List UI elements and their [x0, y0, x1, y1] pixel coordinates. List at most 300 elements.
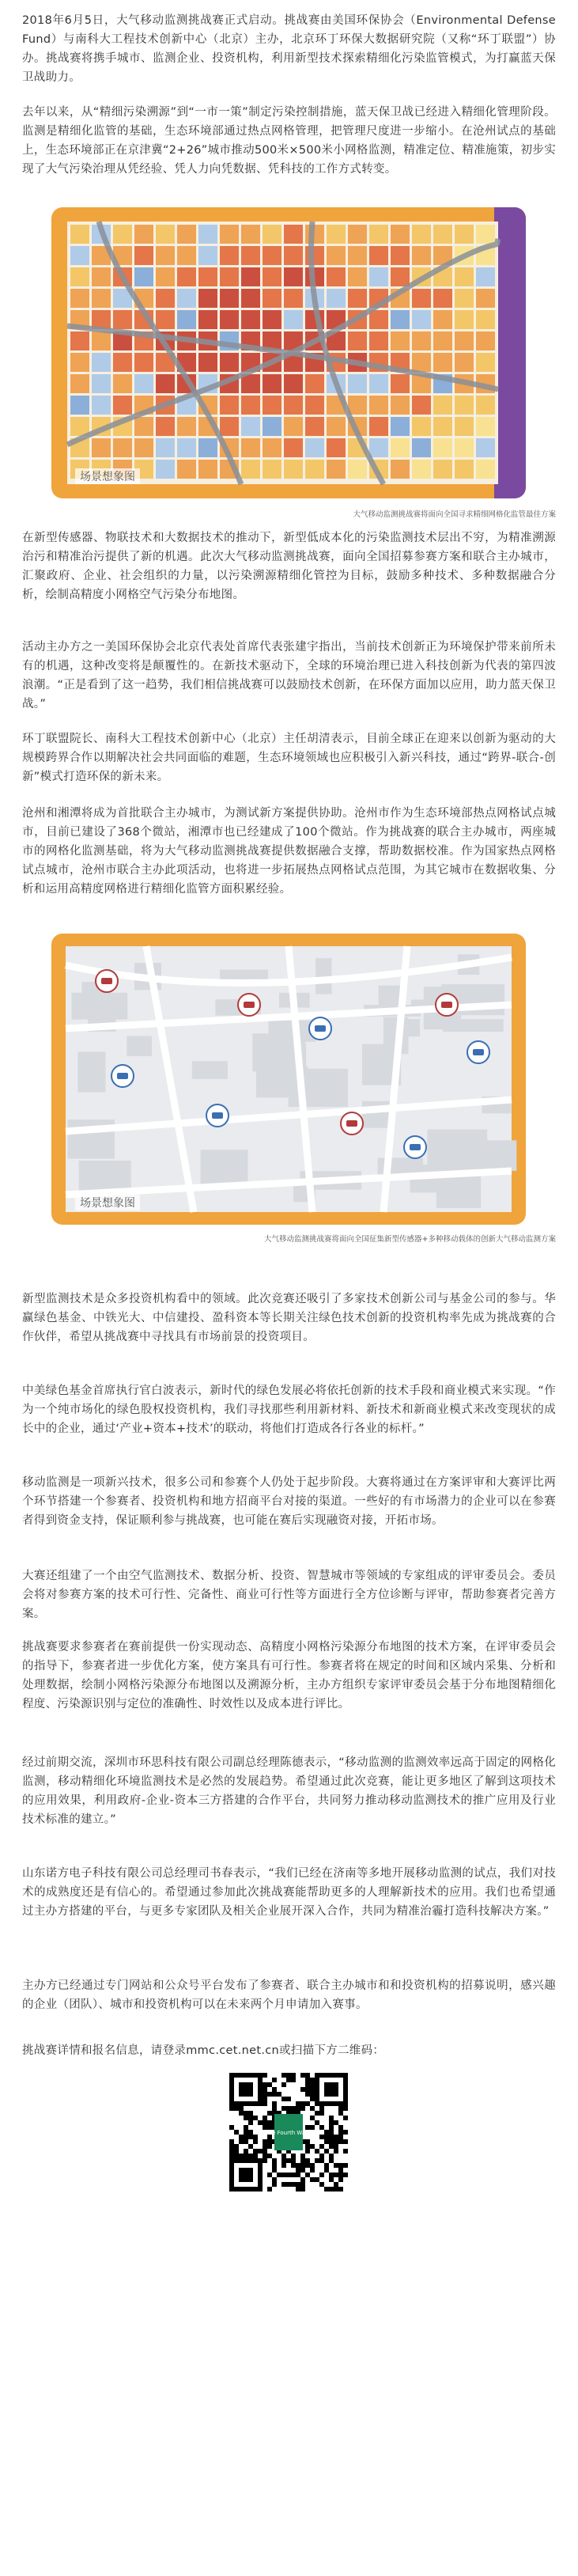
- qr-module: [277, 2092, 281, 2097]
- heat-cell: [156, 460, 175, 479]
- qr-module: [324, 2139, 329, 2144]
- heat-cell: [198, 246, 217, 265]
- heat-cell: [113, 396, 132, 415]
- qr-module: [267, 2173, 272, 2177]
- heat-cell: [134, 374, 153, 393]
- qr-module: [272, 2087, 277, 2092]
- heat-cell: [412, 417, 431, 436]
- vehicle-body: [315, 1025, 326, 1032]
- heat-cell: [134, 225, 153, 244]
- city-block: [77, 1051, 105, 1092]
- heat-cell: [134, 246, 153, 265]
- paragraph-background: 去年以来，从“精细污染溯源”到“一市一策”制定污染控制措施，蓝天保卫战已经进入精细化管理阶段。监测是精细化监管的基础，生态环境部通过热点网格管理，把管理尺度进一步缩小。在沧州试点的基础上，生态环境部正在京津冀“2+26”城市推动500米×500米小网格监测，精准定位、精准施策，初步实现了大气污染治理从凭经验、凭人力向凭数据、凭科技的工作方式转变。: [22, 106, 556, 176]
- heat-cell: [433, 460, 452, 479]
- qr-module: [258, 2120, 263, 2125]
- heat-cell: [433, 225, 452, 244]
- qr-module: [267, 2139, 272, 2144]
- paragraph-quote-chen: 经过前期交流，深圳市环思科技有限公司副总经理陈德表示，“移动监测的监测效率远高于固定的网格化监测，移动精细化环境监测技术是必然的发展趋势。希望通过此次竞赛，能让更多地区了解到这项技术的应用效果，利用政府-企业-资本三方搭建的合作平台，共同努力推动移动监测技术的推广应用及行业技术标准的建立。”: [22, 1756, 556, 1826]
- heat-cell: [348, 374, 367, 393]
- qr-module: [291, 2078, 296, 2082]
- qr-module: [291, 2163, 296, 2168]
- heat-cell: [348, 225, 367, 244]
- heat-cell: [433, 310, 452, 329]
- vehicle-body: [410, 1144, 421, 1150]
- heat-cell: [241, 438, 260, 457]
- heat-cell: [327, 225, 346, 244]
- qr-module: [343, 2106, 348, 2111]
- qr-module: [324, 2168, 329, 2173]
- paragraph-recruitment: 主办方已经通过专门网站和公众号平台发布了参赛者、联合主办城市和和投资机构的招募说明，感兴趣的企业（团队）、城市和投资机构可以在未来两个月申请加入赛事。: [22, 1979, 556, 2011]
- qr-module: [296, 2182, 300, 2187]
- qr-module: [253, 2149, 258, 2154]
- qr-module: [329, 2173, 334, 2177]
- qr-module: [286, 2173, 291, 2177]
- heat-cell: [327, 438, 346, 457]
- paragraph-platform: 移动监测是一项新兴技术，很多公司和参赛个人仍处于起步阶段。大赛将通过在方案评审和大赛评比两个环节搭建一个参赛者、投资机构和地方招商平台对接的渠道。一些好的有市场潜力的企业可以在参赛者得到资金支持，保证顺利参与挑战赛，也可能在赛后实现融资对接，开拓市场。: [22, 1476, 556, 1527]
- heat-cell: [433, 289, 452, 308]
- qr-module: [338, 2125, 343, 2130]
- heat-cell: [391, 396, 410, 415]
- qr-module: [334, 2144, 338, 2149]
- qr-module: [305, 2073, 310, 2078]
- heat-cell: [70, 353, 89, 372]
- qr-module: [329, 2135, 334, 2139]
- heat-cell: [476, 225, 495, 244]
- vehicle-body: [117, 1073, 128, 1079]
- qr-module: [272, 2101, 277, 2106]
- heat-cell: [263, 225, 281, 244]
- heat-cell: [220, 267, 239, 286]
- qr-module: [334, 2139, 338, 2144]
- heat-cell: [198, 225, 217, 244]
- qr-module: [272, 2092, 277, 2097]
- qr-module: [291, 2154, 296, 2158]
- heat-cell: [156, 289, 175, 308]
- heatmap-image: [51, 207, 526, 498]
- qr-module: [310, 2078, 315, 2082]
- vehicle-body: [441, 1002, 452, 1008]
- heat-cell: [177, 460, 196, 479]
- qr-module: [310, 2168, 315, 2173]
- qr-module: [305, 2144, 310, 2149]
- heat-cell: [455, 460, 474, 479]
- qr-module: [300, 2101, 305, 2106]
- qr-module: [300, 2158, 305, 2163]
- heat-cell: [369, 374, 388, 393]
- qr-module: [300, 2177, 305, 2182]
- heat-cell: [412, 353, 431, 372]
- qr-module: [253, 2116, 258, 2120]
- heat-cell: [177, 225, 196, 244]
- qr-module: [263, 2139, 267, 2144]
- qr-module: [338, 2130, 343, 2135]
- qr-module: [310, 2097, 315, 2101]
- qr-module: [319, 2182, 324, 2187]
- qr-module: [319, 2135, 324, 2139]
- heat-cell: [348, 246, 367, 265]
- qr-module: [234, 2144, 239, 2149]
- qr-module: [329, 2177, 334, 2182]
- heat-cell: [369, 310, 388, 329]
- qr-module: [300, 2087, 305, 2092]
- qr-module: [244, 2116, 248, 2120]
- heat-cell: [177, 417, 196, 436]
- qr-finder-core: [324, 2082, 338, 2097]
- qr-module: [263, 2120, 267, 2125]
- heat-cell: [156, 374, 175, 393]
- qr-module: [291, 2158, 296, 2163]
- heat-cell: [476, 353, 495, 372]
- heat-cell: [284, 310, 303, 329]
- qr-module: [229, 2149, 234, 2154]
- heat-cell: [412, 438, 431, 457]
- heat-cell: [70, 246, 89, 265]
- qr-module: [300, 2168, 305, 2173]
- heat-cell: [263, 417, 281, 436]
- city-block: [127, 1036, 152, 1055]
- qr-module: [300, 2187, 305, 2191]
- qr-module: [329, 2154, 334, 2158]
- vehicle-body: [473, 1049, 484, 1055]
- qr-module: [248, 2130, 253, 2135]
- qr-module: [305, 2092, 310, 2097]
- heat-cell: [156, 267, 175, 286]
- qr-module: [286, 2182, 291, 2187]
- heat-cell: [156, 310, 175, 329]
- qr-module: [310, 2144, 315, 2149]
- qr-module: [296, 2163, 300, 2168]
- qr-module: [334, 2182, 338, 2187]
- qr-module: [329, 2116, 334, 2120]
- heat-cell: [198, 310, 217, 329]
- heat-cell: [177, 246, 196, 265]
- qr-module: [286, 2097, 291, 2101]
- heat-cell: [263, 374, 281, 393]
- heat-cell: [348, 267, 367, 286]
- heat-cell: [70, 374, 89, 393]
- qr-module: [305, 2149, 310, 2154]
- qr-module: [291, 2173, 296, 2177]
- qr-module: [263, 2149, 267, 2154]
- qr-module: [267, 2144, 272, 2149]
- paragraph-committee: 大赛还组建了一个由空气监测技术、数据分析、投资、智慧城市等领域的专家组成的评审委员会。委员会将对参赛方案的技术可行性、完备性、商业可行性等方面进行全方位诊断与评审，帮助参赛者完善方案。: [22, 1570, 556, 1620]
- qr-module: [296, 2101, 300, 2106]
- qr-module: [281, 2173, 286, 2177]
- qr-module: [229, 2154, 234, 2158]
- qr-module: [248, 2154, 253, 2158]
- heat-cell: [156, 225, 175, 244]
- qr-module: [248, 2135, 253, 2139]
- qr-module: [338, 2173, 343, 2177]
- qr-module: [263, 2073, 267, 2078]
- heat-cell: [476, 310, 495, 329]
- heat-cell: [284, 417, 303, 436]
- qr-module: [286, 2158, 291, 2163]
- heat-cell: [113, 374, 132, 393]
- qr-module: [229, 2139, 234, 2144]
- qr-module: [329, 2158, 334, 2163]
- vehicle-body: [101, 978, 112, 984]
- heat-cell: [433, 353, 452, 372]
- heat-cell: [369, 396, 388, 415]
- qr-module: [272, 2182, 277, 2187]
- qr-module: [300, 2163, 305, 2168]
- heat-cell: [305, 246, 324, 265]
- qr-module: [319, 2106, 324, 2111]
- heat-cell: [433, 396, 452, 415]
- qr-module: [319, 2111, 324, 2116]
- heat-cell: [220, 417, 239, 436]
- heat-cell: [177, 438, 196, 457]
- heat-cell: [348, 396, 367, 415]
- heat-cell: [156, 417, 175, 436]
- qr-module: [244, 2139, 248, 2144]
- qr-module: [329, 2139, 334, 2144]
- heat-cell: [476, 267, 495, 286]
- qr-module: [239, 2139, 244, 2144]
- heat-cell: [92, 289, 111, 308]
- heat-cell: [241, 267, 260, 286]
- qr-module: [338, 2163, 343, 2168]
- qr-module: [296, 2187, 300, 2191]
- qr-module: [281, 2106, 286, 2111]
- heat-cell: [391, 246, 410, 265]
- qr-module: [296, 2106, 300, 2111]
- qr-module: [324, 2135, 329, 2139]
- qr-module: [263, 2158, 267, 2163]
- qr-module: [334, 2135, 338, 2139]
- qr-module: [310, 2082, 315, 2087]
- figure-caption: 大气移动监测挑战赛将面向全国征集新型传感器+多种移动载体的创新大气移动监测方案: [264, 1235, 556, 1244]
- paragraph-quote-zhang: 活动主办方之一美国环保协会北京代表处首席代表张建宇指出，当前技术创新正为环境保护带来前所未有的机遇，这种改变将是颠覆性的。在新技术驱动下，全球的环境治理已进入科技创新为代表的第四波浪潮。“正是看到了这一趋势，我们相信挑战赛可以鼓励技术创新，在环保方面加以应用，助力蓝天保卫战。”: [22, 641, 556, 710]
- qr-module: [281, 2082, 286, 2087]
- city-block: [192, 1061, 228, 1079]
- qr-module: [329, 2120, 334, 2125]
- heat-cell: [455, 396, 474, 415]
- qr-module: [263, 2097, 267, 2101]
- heat-cell: [220, 310, 239, 329]
- heat-cell: [70, 331, 89, 350]
- heat-cell: [241, 374, 260, 393]
- vehicle-body: [244, 1002, 255, 1008]
- qr-module: [281, 2182, 286, 2187]
- heat-cell: [455, 417, 474, 436]
- paragraph-investors: 新型监测技术是众多投资机构看中的领域。此次竞赛还吸引了多家技术创新公司与基金公司的参与。华赢绿色基金、中铁光大、中信建投、盈科资本等长期关注绿色技术创新的投资机构率先成为挑战赛的合作伙伴，希望从挑战赛中寻找具有市场前景的投资项目。: [22, 1293, 556, 1343]
- qr-module: [324, 2130, 329, 2135]
- qr-module: [263, 2101, 267, 2106]
- qr-module: [319, 2144, 324, 2149]
- qr-module: [334, 2173, 338, 2177]
- qr-module: [310, 2177, 315, 2182]
- heat-cell: [455, 225, 474, 244]
- qr-code[interactable]: [229, 2073, 348, 2191]
- heat-cell: [113, 225, 132, 244]
- heat-cell: [241, 396, 260, 415]
- qr-module: [281, 2073, 286, 2078]
- heat-cell: [220, 225, 239, 244]
- qr-module: [315, 2177, 319, 2182]
- city-map-illustration: [51, 934, 526, 1225]
- heat-cell: [263, 289, 281, 308]
- heat-cell: [156, 438, 175, 457]
- heat-cell: [348, 331, 367, 350]
- qr-module: [329, 2187, 334, 2191]
- heat-cell: [198, 267, 217, 286]
- qr-module: [248, 2144, 253, 2149]
- qr-module: [324, 2163, 329, 2168]
- heat-cell: [305, 225, 324, 244]
- heat-cell: [70, 289, 89, 308]
- qr-module: [329, 2125, 334, 2130]
- heat-cell: [113, 438, 132, 457]
- heat-cell: [391, 460, 410, 479]
- city-map-image: [51, 934, 526, 1225]
- qr-module: [229, 2125, 234, 2130]
- heat-cell: [455, 310, 474, 329]
- heat-cell: [327, 417, 346, 436]
- qr-module: [319, 2154, 324, 2158]
- qr-module: [305, 2139, 310, 2144]
- heat-cell: [327, 460, 346, 479]
- heat-cell: [177, 267, 196, 286]
- heat-cell: [70, 225, 89, 244]
- qr-module: [343, 2149, 348, 2154]
- qr-module: [263, 2144, 267, 2149]
- qr-module: [338, 2135, 343, 2139]
- qr-module: [315, 2120, 319, 2125]
- qr-module: [343, 2163, 348, 2168]
- heat-cell: [369, 331, 388, 350]
- figure-label: 场景想象图: [75, 468, 140, 484]
- qr-module: [272, 2078, 277, 2082]
- heat-cell: [177, 310, 196, 329]
- qr-module: [315, 2111, 319, 2116]
- paragraph-quote-bai: 中美绿色基金首席执行官白波表示，新时代的绿色发展必将依托创新的技术手段和商业模式来实现。“作为一个纯市场化的绿色股权投资机构，我们寻找那些利用新材料、新技术和新商业模式来改变现状的成长中的企业，通过‘产业+资本+技术’的联动，将他们打造成各行各业的标杆。”: [22, 1385, 556, 1435]
- qr-module: [319, 2158, 324, 2163]
- heat-cell: [412, 289, 431, 308]
- heat-cell: [241, 460, 260, 479]
- qr-module: [229, 2106, 234, 2111]
- heat-cell: [134, 267, 153, 286]
- heat-cell: [476, 331, 495, 350]
- heat-cell: [220, 353, 239, 372]
- qr-module: [334, 2163, 338, 2168]
- heat-cell: [433, 438, 452, 457]
- qr-logo-text: The Fourth Wave: [265, 2130, 312, 2136]
- heat-cell: [327, 289, 346, 308]
- qr-module: [334, 2187, 338, 2191]
- qr-module: [310, 2163, 315, 2168]
- heat-cell: [284, 460, 303, 479]
- qr-module: [291, 2182, 296, 2187]
- qr-module: [319, 2125, 324, 2130]
- qr-module: [258, 2149, 263, 2154]
- heat-cell: [241, 417, 260, 436]
- qr-module: [263, 2087, 267, 2092]
- qr-module: [334, 2120, 338, 2125]
- heat-cell: [92, 374, 111, 393]
- qr-module: [248, 2120, 253, 2125]
- qr-module: [338, 2106, 343, 2111]
- heat-cell: [369, 438, 388, 457]
- qr-module: [305, 2163, 310, 2168]
- heat-cell: [455, 331, 474, 350]
- qr-module: [300, 2073, 305, 2078]
- heat-cell: [455, 267, 474, 286]
- qr-module: [272, 2168, 277, 2173]
- qr-module: [244, 2149, 248, 2154]
- heat-cell: [263, 246, 281, 265]
- qr-module: [263, 2082, 267, 2087]
- heat-cell: [305, 460, 324, 479]
- heat-cell: [198, 353, 217, 372]
- heat-cell: [391, 374, 410, 393]
- heat-cell: [241, 246, 260, 265]
- qr-module: [310, 2106, 315, 2111]
- heat-cell: [305, 396, 324, 415]
- vehicle-body: [346, 1120, 357, 1127]
- heat-cell: [391, 310, 410, 329]
- qr-module: [248, 2111, 253, 2116]
- qr-module: [338, 2168, 343, 2173]
- qr-finder-core: [239, 2168, 253, 2182]
- qr-module: [305, 2173, 310, 2177]
- heat-cell: [412, 225, 431, 244]
- heat-cell: [156, 246, 175, 265]
- qr-module: [267, 2120, 272, 2125]
- qr-module: [343, 2139, 348, 2144]
- heat-cell: [220, 246, 239, 265]
- qr-module: [244, 2111, 248, 2116]
- qr-module: [296, 2168, 300, 2173]
- heat-cell: [284, 374, 303, 393]
- qr-module: [267, 2187, 272, 2191]
- qr-module: [272, 2158, 277, 2163]
- heat-cell: [305, 438, 324, 457]
- qr-finder-core: [239, 2082, 253, 2097]
- qr-module: [272, 2163, 277, 2168]
- heat-cell: [455, 353, 474, 372]
- paragraph-technology: 在新型传感器、物联技术和大数据技术的推动下，新型低成本化的污染监测技术层出不穷，为精准溯源治污和精准治污提供了新的机遇。此次大气移动监测挑战赛，面向全国招募参赛方案和联合主办城市，汇聚政府、企业、社会组织的力量，以污染溯源精细化管控为目标，鼓励多种技术、多种数据融合分析，绘制高精度小网格空气污染分布地图。: [22, 532, 556, 601]
- qr-module: [234, 2149, 239, 2154]
- qr-module: [329, 2144, 334, 2149]
- qr-module: [267, 2092, 272, 2097]
- heat-cell: [476, 460, 495, 479]
- qr-module: [343, 2116, 348, 2120]
- qr-module: [296, 2173, 300, 2177]
- qr-module: [272, 2177, 277, 2182]
- qr-module: [253, 2139, 258, 2144]
- qr-module: [239, 2111, 244, 2116]
- heat-cell: [70, 267, 89, 286]
- qr-module: [300, 2182, 305, 2187]
- heat-cell: [412, 460, 431, 479]
- heat-cell: [92, 396, 111, 415]
- heat-cell: [198, 289, 217, 308]
- heat-cell: [391, 438, 410, 457]
- heat-cell: [263, 396, 281, 415]
- city-block: [443, 1019, 504, 1032]
- paragraph-quote-hu: 环丁联盟院长、南科大工程技术创新中心（北京）主任胡清表示，目前全球正在迎来以创新为驱动的大规模跨界合作以期解决社会共同面临的难题，生态环境领域也应积极引入新兴科技，通过“跨界-联合-创新”模式打造环保的新未来。: [22, 733, 556, 783]
- heatmap-illustration: [51, 207, 526, 498]
- qr-module: [310, 2087, 315, 2092]
- qr-module: [291, 2106, 296, 2111]
- qr-module: [343, 2130, 348, 2135]
- heat-cell: [134, 438, 153, 457]
- qr-module: [305, 2101, 310, 2106]
- qr-module: [305, 2087, 310, 2092]
- city-block: [201, 1150, 248, 1184]
